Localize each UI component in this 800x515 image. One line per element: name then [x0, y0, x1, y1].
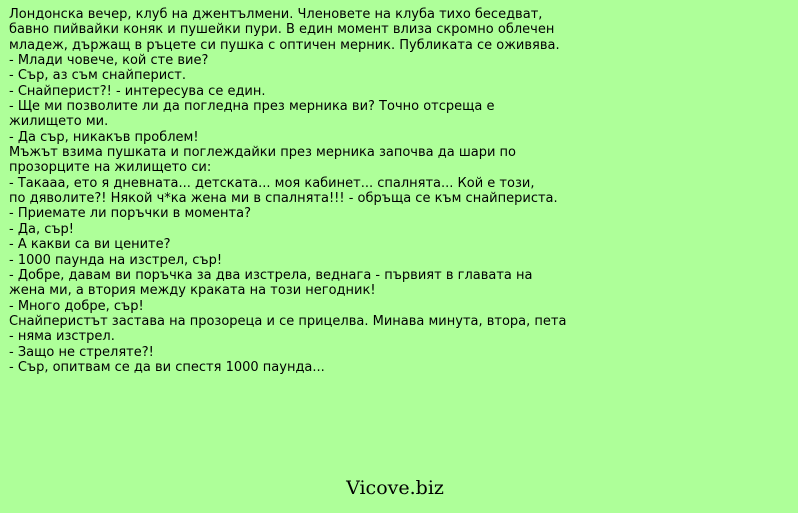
joke-line: Мъжът взима пушката и поглеждайки през мерника започва да шари по: [9, 145, 516, 161]
joke-line: - Сър, опитвам се да ви спестя 1000 паунда...: [9, 359, 325, 375]
joke-line: - Ще ми позволите ли да погледна през мерника ви? Точно отсреща е: [9, 99, 495, 115]
site-watermark: Vicove.biz: [346, 477, 444, 499]
joke-line: бавно пийвайки коняк и пушейки пури. В един момент влиза скромно облечен: [9, 22, 555, 38]
joke-line: - Добре, давам ви поръчка за два изстрела, веднага - първият в главата на: [9, 267, 533, 283]
joke-line: прозорците на жилището си:: [9, 160, 212, 176]
joke-line: Снайперистът застава на прозореца и се прицелва. Минава минута, втора, пета: [9, 313, 567, 329]
joke-line: Лондонска вечер, клуб на джентълмени. Членовете на клуба тихо беседват,: [9, 7, 543, 22]
joke-line: по дяволите?! Някой ч*ка жена ми в спалнята!!! - обръща се към снайпериста.: [9, 191, 558, 207]
joke-line: - Приемате ли поръчки в момента?: [9, 206, 251, 222]
joke-line: - Снайперист?! - интересува се един.: [9, 83, 266, 99]
joke-line: - А какви са ви цените?: [9, 237, 171, 253]
joke-line: младеж, държащ в ръцете си пушка с оптичен мерник. Публиката се оживява.: [9, 37, 560, 53]
joke-line: - Да сър, никакъв проблем!: [9, 129, 199, 145]
joke-line: жена ми, а втория между краката на този негодник!: [9, 283, 376, 299]
joke-text: [9, 7, 609, 375]
joke-line: - Сър, аз съм снайперист.: [9, 68, 186, 84]
joke-line: - Да, сър!: [9, 221, 75, 237]
joke-line: - Такааа, ето я дневната... детската... моя кабинет... спалнята... Кой е този,: [9, 175, 535, 191]
joke-line: - Млади човече, кой сте вие?: [9, 53, 209, 69]
joke-line: - няма изстрел.: [9, 329, 115, 345]
joke-line: жилището ми.: [9, 114, 109, 130]
joke-line: - 1000 паунда на изстрел, сър!: [9, 252, 223, 268]
joke-line: - Защо не стреляте?!: [9, 344, 154, 360]
joke-line: - Много добре, сър!: [9, 298, 144, 314]
